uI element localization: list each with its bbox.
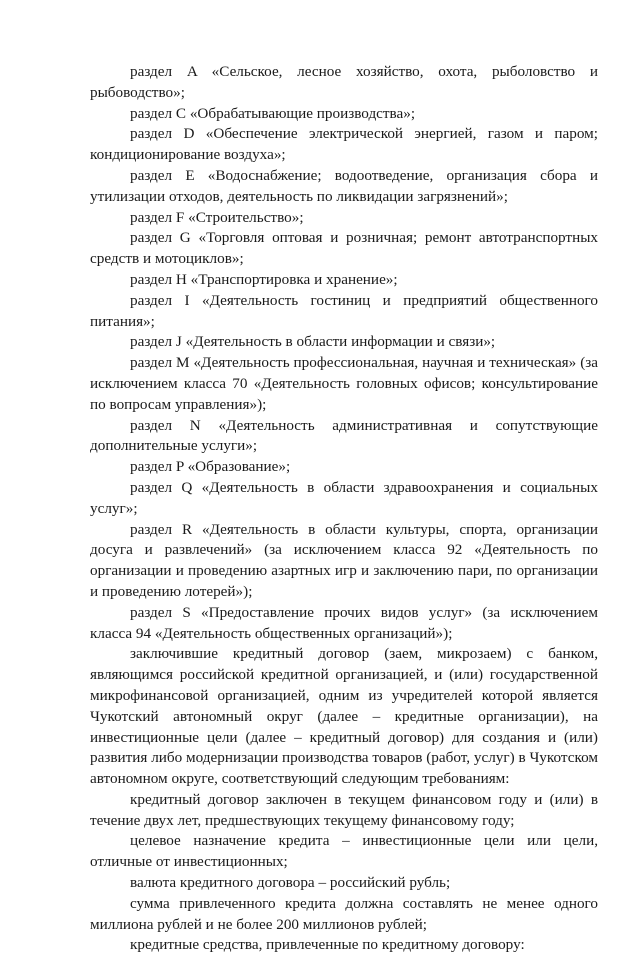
paragraph-section-p: раздел P «Образование»; bbox=[130, 458, 291, 476]
paragraph-section-m: раздел M «Деятельность профессиональная, научная и техническая» (за исключением класса 70 «Деятельность головных офисов; консультирование по вопросам управления»); bbox=[90, 354, 598, 413]
paragraph-section-g: раздел G «Торговля оптовая и розничная; ремонт автотранспортных средств и мотоциклов»; bbox=[90, 229, 598, 268]
paragraph-credit-agreement: заключившие кредитный договор (заем, микрозаем) с банком, являющимся российской кредитной организацией, и (или) государственной микрофинансовой организацией, одним из учредителей которой является Чукотский автономный округ (далее – кредитные организации), на инвестиционные цели (далее – кредитный договор) для создания и (или) развития либо модернизации производства товаров (работ, услуг) в Чукотском автономном округе, соответствующий следующим требованиям: bbox=[90, 645, 598, 788]
paragraph-requirement-currency: валюта кредитного договора – российский рубль; bbox=[130, 874, 451, 892]
paragraph-section-h: раздел H «Транспортировка и хранение»; bbox=[130, 270, 398, 288]
paragraph-section-s: раздел S «Предоставление прочих видов услуг» (за исключением класса 94 «Деятельность общественных организаций»); bbox=[90, 603, 598, 642]
paragraph-section-i: раздел I «Деятельность гостиниц и предприятий общественного питания»; bbox=[90, 291, 598, 330]
document-page bbox=[90, 62, 598, 956]
paragraph-section-q: раздел Q «Деятельность в области здравоохранения и социальных услуг»; bbox=[90, 478, 598, 517]
paragraph-requirement-amount: сумма привлеченного кредита должна составлять не менее одного миллиона рублей и не более 200 миллионов рублей; bbox=[90, 894, 598, 933]
paragraph-section-n: раздел N «Деятельность административная и сопутствующие дополнительные услуги»; bbox=[90, 416, 598, 455]
paragraph-requirement-purpose: целевое назначение кредита – инвестиционные цели или цели, отличные от инвестиционных; bbox=[90, 832, 598, 871]
paragraph-section-d: раздел D «Обеспечение электрической энергией, газом и паром; кондиционирование воздуха»; bbox=[90, 125, 598, 164]
paragraph-section-a: раздел A «Сельское, лесное хозяйство, охота, рыболовство и рыбоводство»; bbox=[90, 63, 598, 101]
paragraph-section-c: раздел C «Обрабатывающие производства»; bbox=[130, 104, 416, 122]
paragraph-requirement-term: кредитный договор заключен в текущем финансовом году и (или) в течение двух лет, предшествующих текущему финансовому году; bbox=[90, 790, 598, 829]
paragraph-requirement-funds: кредитные средства, привлеченные по кредитному договору: bbox=[130, 936, 525, 954]
paragraph-section-j: раздел J «Деятельность в области информации и связи»; bbox=[130, 333, 496, 351]
paragraph-section-e: раздел E «Водоснабжение; водоотведение, организация сбора и утилизации отходов, деятельность по ликвидации загрязнений»; bbox=[90, 166, 598, 205]
paragraph-section-r: раздел R «Деятельность в области культуры, спорта, организации досуга и развлечений» (за исключением класса 92 «Деятельность по организации и проведению азартных игр и заключению пари, по организации и проведению лотерей»); bbox=[90, 520, 598, 600]
paragraph-section-f: раздел F «Строительство»; bbox=[130, 208, 304, 226]
